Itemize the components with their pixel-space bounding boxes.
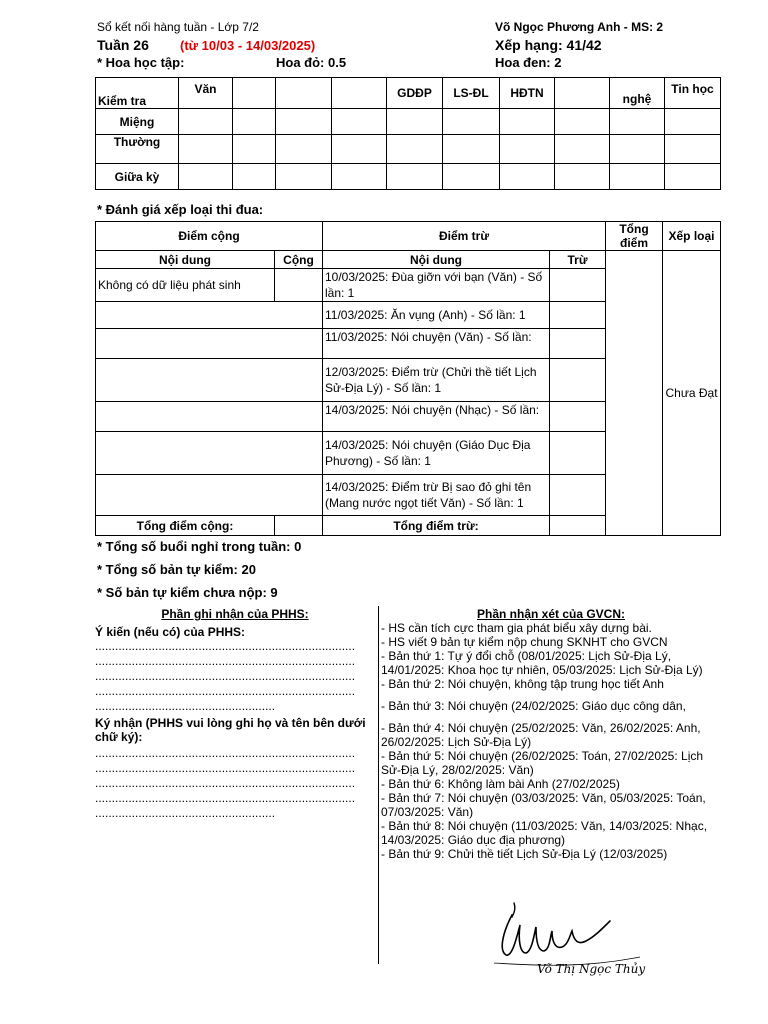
minus-content-header: Nội dung — [323, 251, 550, 269]
evaluation-title: * Đánh giá xếp loại thi đua: — [97, 202, 264, 217]
grade-cell — [233, 109, 276, 135]
minus-points-cell — [550, 475, 606, 516]
total-minus-value — [550, 516, 606, 536]
opinion-line[interactable]: .............................................................................. — [95, 639, 356, 653]
grade-cell — [665, 135, 721, 164]
minus-item: 14/03/2025: Điểm trừ Bị sao đỏ ghi tên (Mang nước ngọt tiết Văn) - Số lần: 1 — [323, 475, 550, 516]
grade-cell — [610, 109, 665, 135]
teacher-comment: - HS viết 9 bản tự kiểm nộp chung SKNHT cho GVCN — [381, 635, 668, 649]
minus-points-cell — [550, 329, 606, 359]
teacher-comment: - Bản thứ 9: Chửi thề tiết Lịch Sử-Địa Lý (12/03/2025) — [381, 847, 668, 861]
grade-cell — [443, 135, 500, 164]
study-flowers-label: * Hoa học tập: — [97, 55, 185, 70]
plus-item-empty — [96, 402, 323, 432]
total-plus-label: Tổng điểm cộng: — [96, 516, 275, 536]
opinion-line[interactable]: .............................................................................. — [95, 654, 356, 668]
subject-header: Tin học — [665, 78, 721, 109]
teacher-comment: - Bản thứ 2: Nói chuyện, không tập trung học tiết Anh — [381, 677, 664, 691]
minus-item: 10/03/2025: Đùa giỡn với bạn (Văn) - Số lần: 1 — [323, 269, 550, 302]
plus-points-header: Cộng — [275, 251, 323, 269]
teacher-comment: - Bản thứ 6: Không làm bài Anh (27/02/2025) — [381, 777, 620, 791]
plus-item-empty — [96, 302, 323, 329]
grade-cell — [179, 164, 233, 190]
plus-header: Điểm cộng — [96, 222, 323, 251]
subject-header — [555, 78, 610, 109]
red-flowers: Hoa đỏ: 0.5 — [276, 55, 347, 70]
grade-cell — [555, 164, 610, 190]
grade-cell — [332, 135, 387, 164]
plus-item-empty — [96, 475, 323, 516]
grade-cell — [500, 135, 555, 164]
grade-cell — [610, 164, 665, 190]
unsubmitted-summary: * Số bản tự kiểm chưa nộp: 9 — [97, 585, 278, 600]
subject-header: HĐTN — [500, 78, 555, 109]
student-name: Võ Ngọc Phương Anh - MS: 2 — [495, 20, 664, 34]
black-flowers: Hoa đen: 2 — [495, 55, 562, 70]
parent-opinion-label: Ý kiến (nếu có) của PHHS: — [95, 625, 246, 639]
plus-points-cell — [275, 269, 323, 302]
grade-cell — [443, 164, 500, 190]
grade-cell — [665, 109, 721, 135]
grade-cell — [276, 109, 332, 135]
teacher-comment: - Bản thứ 8: Nói chuyện (11/03/2025: Văn, 14/03/2025: Nhạc, 14/03/2025: Giáo dục địa phương) — [381, 819, 708, 847]
plus-item-empty — [96, 329, 323, 359]
grade-cell — [332, 164, 387, 190]
grade-cell — [500, 164, 555, 190]
parent-section — [95, 607, 375, 821]
book-title: Sổ kết nối hàng tuần - Lớp 7/2 — [97, 20, 259, 34]
grade-cell — [179, 109, 233, 135]
plus-item: Không có dữ liệu phát sinh — [96, 269, 275, 302]
minus-points-cell — [550, 402, 606, 432]
parent-section-title: Phần ghi nhận của PHHS: — [161, 607, 309, 621]
grade-cell — [387, 164, 443, 190]
parent-sign-label: Ký nhận (PHHS vui lòng ghi họ và tên bên dưới chữ ký): — [95, 716, 366, 744]
grade-cell — [500, 109, 555, 135]
grade-cell — [387, 109, 443, 135]
teacher-comment: - Bản thứ 4: Nói chuyện (25/02/2025: Văn, 26/02/2025: Anh, 26/02/2025: Lịch Sử-Địa Lý) — [381, 721, 701, 749]
grade-cell — [555, 109, 610, 135]
self-checks-summary: * Tổng số bản tự kiểm: 20 — [97, 562, 256, 577]
grade-cell — [387, 135, 443, 164]
subject-header — [276, 78, 332, 109]
subject-header: Văn — [179, 78, 233, 109]
total-points-cell — [606, 251, 663, 536]
absences-summary: * Tổng số buổi nghỉ trong tuần: 0 — [97, 539, 302, 554]
opinion-line[interactable]: .............................................................................. — [95, 669, 356, 683]
total-minus-label: Tổng điểm trừ: — [323, 516, 550, 536]
grade-cell — [276, 135, 332, 164]
teacher-section — [381, 607, 721, 861]
minus-points-cell — [550, 269, 606, 302]
teacher-comment: - Bản thứ 7: Nói chuyện (03/03/2025: Văn, 05/03/2025: Toán, 07/03/2025: Văn) — [381, 791, 706, 819]
grade-cell — [555, 135, 610, 164]
subject-header: LS-ĐL — [443, 78, 500, 109]
opinion-line[interactable]: ...................................................... — [95, 699, 276, 713]
plus-content-header: Nội dung — [96, 251, 275, 269]
grade-cell — [332, 109, 387, 135]
minus-item: 11/03/2025: Nói chuyện (Văn) - Số lần: — [323, 329, 550, 359]
grade-row-label: Thường — [96, 135, 179, 164]
teacher-comment: - Bản thứ 1: Tự ý đổi chỗ (08/01/2025: Lịch Sử-Địa Lý, 14/01/2025: Khoa học tự nhiên, 05/03/2025: Lịch Sử-Địa Lý) — [381, 649, 703, 677]
minus-points-cell — [550, 359, 606, 402]
minus-points-cell — [550, 432, 606, 475]
grade-cell — [233, 164, 276, 190]
subject-header: nghệ — [610, 78, 665, 109]
grade-cell — [443, 109, 500, 135]
sign-line[interactable]: ...................................................... — [95, 806, 276, 820]
date-range: (từ 10/03 - 14/03/2025) — [180, 38, 316, 53]
rank-label: Xếp hạng: 41/42 — [495, 37, 602, 53]
grades-corner-label: Kiểm tra — [96, 78, 179, 109]
subject-header — [233, 78, 276, 109]
grade-cell — [665, 164, 721, 190]
total-plus-value — [275, 516, 323, 536]
week-label: Tuần 26 — [97, 37, 149, 53]
minus-item: 14/03/2025: Nói chuyện (Giáo Dục Địa Phương) - Số lần: 1 — [323, 432, 550, 475]
minus-item: 14/03/2025: Nói chuyện (Nhạc) - Số lần: — [323, 402, 550, 432]
teacher-comment: - HS cần tích cực tham gia phát biểu xây dựng bài. — [381, 621, 652, 635]
sign-line[interactable]: .............................................................................. — [95, 776, 356, 790]
plus-item-empty — [96, 359, 323, 402]
rank-value: Chưa Đạt — [663, 251, 721, 536]
grade-row-label: Miệng — [96, 109, 179, 135]
minus-points-cell — [550, 302, 606, 329]
total-header: Tổng điểm — [606, 222, 663, 251]
subject-header — [332, 78, 387, 109]
minus-item: 12/03/2025: Điểm trừ (Chửi thề tiết Lịch Sử-Địa Lý) - Số lần: 1 — [323, 359, 550, 402]
sign-line[interactable]: .............................................................................. — [95, 761, 356, 775]
grades-table — [95, 77, 721, 190]
minus-header: Điểm trừ — [323, 222, 606, 251]
grade-cell — [233, 135, 276, 164]
plus-item-empty — [96, 432, 323, 475]
sign-line[interactable]: .............................................................................. — [95, 791, 356, 805]
teacher-section-title: Phần nhận xét của GVCN: — [476, 607, 626, 621]
rank-header: Xếp loại — [663, 222, 721, 251]
grade-cell — [276, 164, 332, 190]
signature-name: Võ Thị Ngọc Thủy — [537, 962, 646, 976]
teacher-comment: - Bản thứ 3: Nói chuyện (24/02/2025: Giáo dục công dân, — [381, 699, 686, 713]
sign-line[interactable]: .............................................................................. — [95, 746, 356, 760]
teacher-comment: - Bản thứ 5: Nói chuyện (26/02/2025: Toán, 27/02/2025: Lịch Sử-Địa Lý, 28/02/2025: Văn) — [381, 749, 704, 777]
minus-points-header: Trừ — [550, 251, 606, 269]
grade-cell — [179, 135, 233, 164]
grade-cell — [610, 135, 665, 164]
evaluation-table — [95, 221, 721, 536]
column-divider — [378, 606, 379, 964]
grade-row-label: Giữa kỳ — [96, 164, 179, 190]
opinion-line[interactable]: .............................................................................. — [95, 684, 356, 698]
minus-item: 11/03/2025: Ăn vụng (Anh) - Số lần: 1 — [323, 302, 550, 329]
subject-header: GDĐP — [387, 78, 443, 109]
